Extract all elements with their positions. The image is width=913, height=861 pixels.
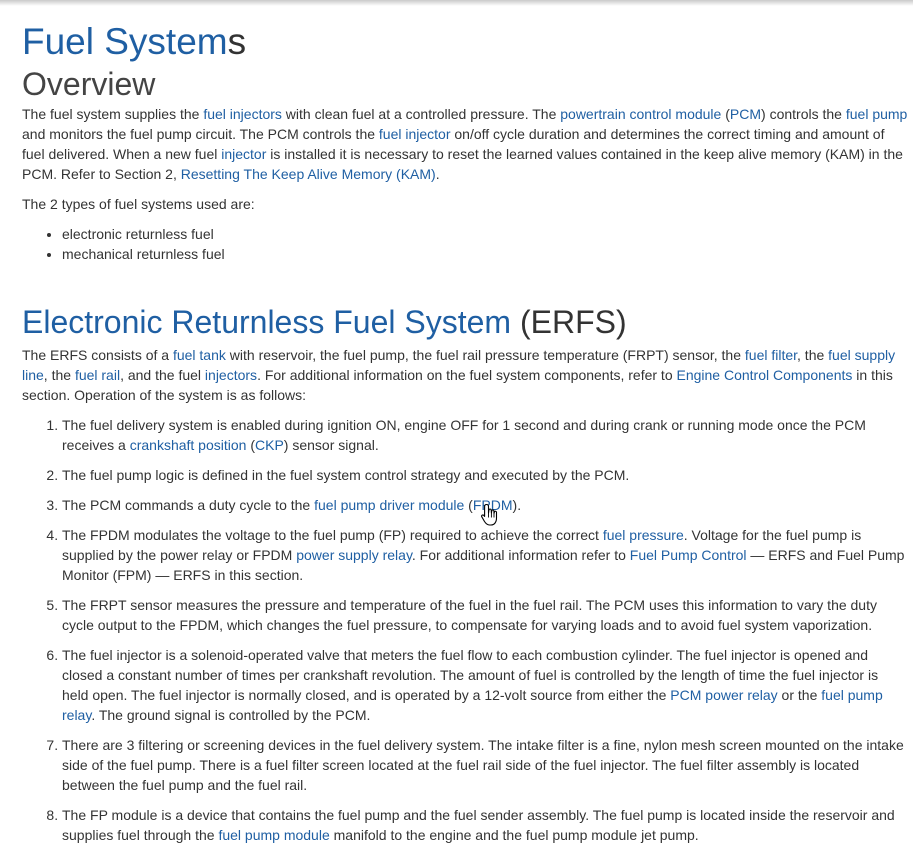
page-title <box>22 20 908 64</box>
link-ckp[interactable]: CKP <box>255 437 284 453</box>
hand-pointer-icon <box>480 503 502 527</box>
link-fuel-supply-line[interactable]: fuel supply line <box>22 347 896 383</box>
text-run: — ERFS and Fuel Pump Monitor (FPM) — ERFS in this section. <box>62 547 905 583</box>
step-item <box>62 415 908 455</box>
text-run: in this section. Operation of the system is as follows: <box>22 367 893 403</box>
link-fuel-pressure[interactable]: fuel pressure <box>602 527 684 543</box>
erfs-heading-tail: (ERFS) <box>511 304 627 340</box>
fuel-system-types-intro: The 2 types of fuel systems used are: <box>22 196 255 212</box>
text-run: ( <box>464 497 473 513</box>
overview-heading: Overview <box>22 66 156 102</box>
link-fuel-injector[interactable]: fuel injector <box>378 126 451 142</box>
text-run: with clean fuel at a controlled pressure. The <box>281 106 561 122</box>
top-shadow <box>0 0 913 6</box>
link-fuel-pump-relay[interactable]: fuel pump relay <box>62 687 883 723</box>
text-run: and monitors the fuel pump circuit. The PCM controls the <box>22 126 379 142</box>
text-run: , the <box>43 367 75 383</box>
text-run: . Voltage for the fuel pump is supplied by the power relay or FPDM <box>62 527 862 563</box>
link-pcm-power-relay[interactable]: PCM power relay <box>670 687 778 703</box>
erfs-operation-steps <box>22 415 908 845</box>
text-run: . For additional information on the fuel system components, refer to <box>257 367 677 383</box>
link-fuel-pump-control[interactable]: Fuel Pump Control <box>629 547 747 563</box>
step-item <box>62 525 908 585</box>
text-run: . The ground signal is controlled by the PCM. <box>91 707 371 723</box>
text-run: The FPDM modulates the voltage to the fuel pump (FP) required to achieve the correct <box>62 527 603 543</box>
erfs-intro-paragraph <box>22 345 908 405</box>
step-item <box>62 595 908 635</box>
link-injector[interactable]: injector <box>221 146 267 162</box>
step-item <box>62 735 908 795</box>
link-powertrain-control-module[interactable]: powertrain control module <box>560 106 722 122</box>
link-fuel-rail[interactable]: fuel rail <box>74 367 121 383</box>
text-run: The fuel system supplies the <box>22 106 204 122</box>
text-run: ( <box>246 437 255 453</box>
link-fpdm[interactable]: FPDM <box>472 497 513 513</box>
text-run: or the <box>777 687 822 703</box>
text-run: The fuel pump logic is defined in the fuel system control strategy and executed by the PCM. <box>62 467 630 483</box>
link-fuel-pump-driver-module[interactable]: fuel pump driver module <box>314 497 465 513</box>
text-run: ( <box>721 106 730 122</box>
text-run: The fuel delivery system is enabled during ignition ON, engine OFF for 1 second and during crank or running mode once the PCM receives a <box>62 417 866 453</box>
page-title-main: Fuel System <box>22 21 228 62</box>
article <box>22 20 908 855</box>
fuel-system-types-list <box>22 224 908 264</box>
link-fuel-pump[interactable]: fuel pump <box>845 106 908 122</box>
erfs-heading-main: Electronic Returnless Fuel System <box>22 304 512 340</box>
link-fuel-tank[interactable]: fuel tank <box>172 347 226 363</box>
link-power-supply-relay[interactable]: power supply relay <box>296 547 412 563</box>
step-item <box>62 465 908 485</box>
link-injectors[interactable]: injectors <box>204 367 258 383</box>
link-fuel-filter[interactable]: fuel filter <box>744 347 798 363</box>
text-run: The FRPT sensor measures the pressure and temperature of the fuel in the fuel rail. The PCM uses this information to vary the duty cycle output to the FPDM, which changes the fuel pressure, to compensate for varying loads and to avoid fuel system vaporization. <box>62 597 877 633</box>
text-run: ) sensor signal. <box>283 437 379 453</box>
text-run: . <box>435 166 440 182</box>
erfs-heading <box>22 301 908 343</box>
list-item: • mechanical returnless fuel <box>62 244 908 264</box>
text-run: , and the fuel <box>120 367 205 383</box>
link-resetting-the-keep-alive-memory-kam[interactable]: Resetting The Keep Alive Memory (KAM) <box>180 166 436 182</box>
link-crankshaft-position[interactable]: crankshaft position <box>129 437 247 453</box>
overview-paragraph <box>22 104 908 184</box>
text-run: on/off cycle duration and determines the correct timing and amount of fuel delivered. When a new fuel <box>22 126 885 162</box>
text-run: manifold to the engine and the fuel pump module jet pump. <box>329 827 699 843</box>
text-run: , the <box>797 347 829 363</box>
text-run: The fuel injector is a solenoid-operated valve that meters the fuel flow to each combustion cylinder. The fuel injector is opened and closed a constant number of times per crankshaft revolution. The amount of fuel is controlled by the length of time the fuel injector is held open. The fuel injector is normally closed, and is operated by a 12-volt source from either the <box>62 647 879 703</box>
text-run: The PCM commands a duty cycle to the <box>62 497 315 513</box>
text-run: is installed it is necessary to reset the learned values contained in the keep alive memory (KAM) in the PCM. Refer to Section 2, <box>22 146 903 182</box>
text-run: The ERFS consists of a <box>22 347 173 363</box>
step-item <box>62 805 908 845</box>
link-engine-control-components[interactable]: Engine Control Components <box>676 367 853 383</box>
list-item: • electronic returnless fuel <box>62 224 908 244</box>
text-run: with reservoir, the fuel pump, the fuel rail pressure temperature (FRPT) sensor, the <box>225 347 745 363</box>
text-run: There are 3 filtering or screening devices in the fuel delivery system. The intake filter is a fine, nylon mesh screen mounted on the intake side of the fuel pump. There is a fuel filter screen located at the fuel rail side of the fuel injector. The fuel filter assembly is located between the fuel pump and the fuel rail. <box>62 737 904 793</box>
step-item <box>62 645 908 725</box>
link-fuel-pump-module[interactable]: fuel pump module <box>218 827 330 843</box>
link-fuel-injectors[interactable]: fuel injectors <box>203 106 282 122</box>
text-run: ). <box>512 497 522 513</box>
link-pcm[interactable]: PCM <box>729 106 762 122</box>
text-run: ) controls the <box>761 106 846 122</box>
text-run: The FP module is a device that contains the fuel pump and the fuel sender assembly. The fuel pump is located inside the reservoir and supplies fuel through the <box>62 807 895 843</box>
text-run: . For additional information refer to <box>411 547 630 563</box>
page-title-tail: s <box>227 21 247 62</box>
